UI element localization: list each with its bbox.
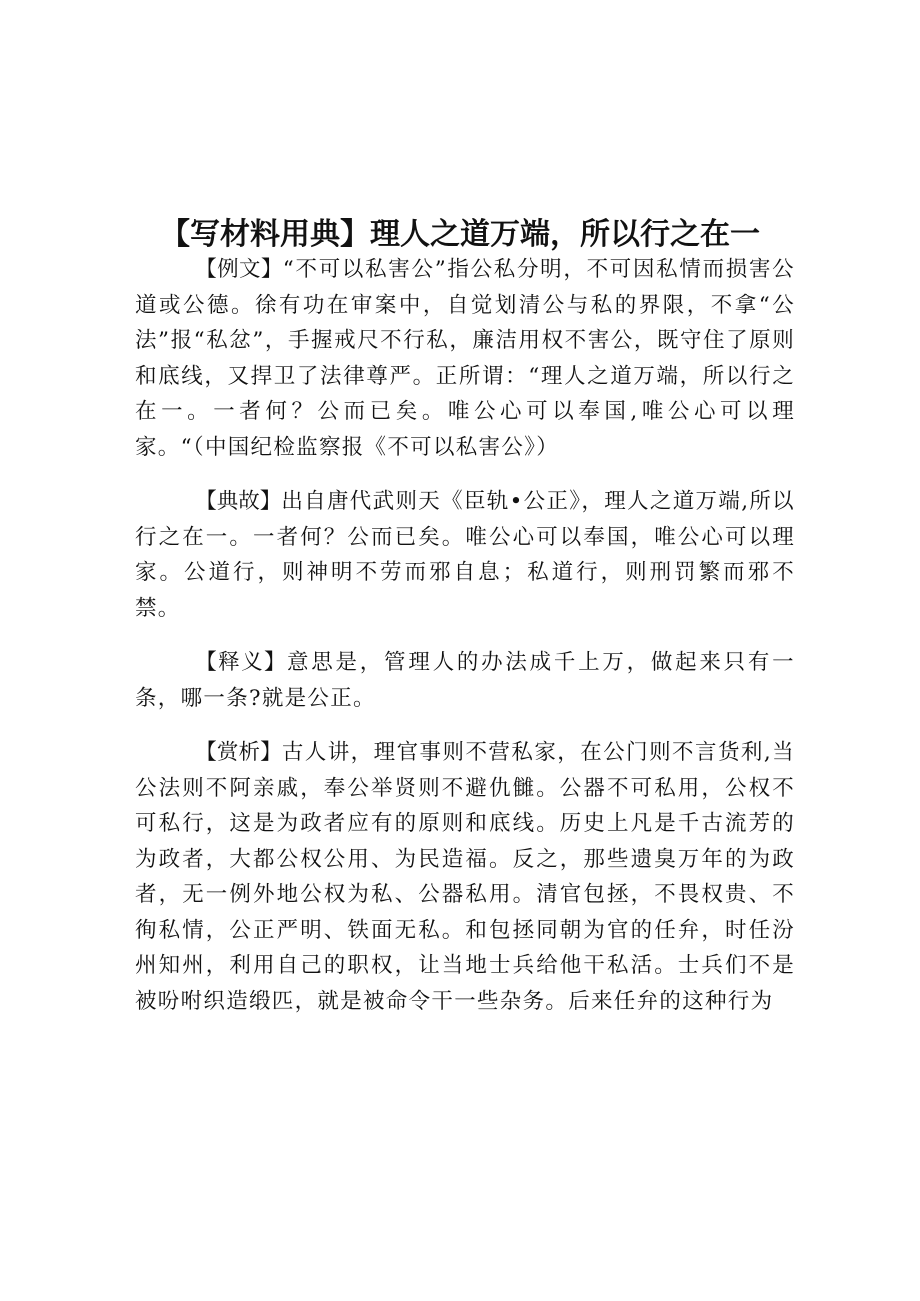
paragraph-tag: 【释义】: [195, 650, 288, 675]
paragraph-text: 意思是，管理人的办法成千上万，做起来只有一条，哪一条?就是公正。: [135, 650, 795, 711]
page-title: 【写材料用典】理人之道万端，所以行之在一: [160, 217, 760, 253]
paragraph-text: “不可以私害公”指公私分明，不可因私情而损害公道或公德。徐有功在审案中，自觉划清公与私的界限，不拿“公法”报“私忿”，手握戒尺不行私，廉洁用权不害公，既守住了原则和底线，又捍卫了法律尊严。正所谓：“理人之道万端，所以行之在一。一者何？公而已矣。唯公心可以奉国,唯公心可以理家。“（中国纪检监察报《不可以私害公》）: [135, 257, 795, 460]
paragraph-text: 古人讲，理官事则不营私家，在公门则不言货利,当公法则不阿亲戚，奉公举贤则不避仇雠。公器不可私用，公权不可私行，这是为政者应有的原则和底线。历史上凡是千古流芳的为政者，大都公权公用、为民造福。反之，那些遗臭万年的为政者，无一例外地公权为私、公器私用。清官包拯，不畏权贵、不徇私情，公正严明、铁面无私。和包拯同朝为官的任弁，时任汾州知州，利用自己的职权，让当地士兵给他干私活。士兵们不是被吩咐织造缎匹，就是被命令干一些杂务。后来任弁的这种行为: [135, 740, 795, 1014]
paragraph-tag: 【赏析】: [195, 740, 282, 765]
article-body: [135, 252, 795, 1038]
paragraph-text: 出自唐代武则天《臣轨•公正》，理人之道万端,所以行之在一。一者何？公而已矣。唯公心可以奉国，唯公心可以理家。公道行，则神明不劳而邪自息；私道行，则刑罚繁而邪不禁。: [135, 489, 795, 621]
paragraph-tag: 【典故】: [195, 489, 282, 514]
paragraph-source: [135, 484, 795, 626]
paragraph-analysis: [135, 735, 795, 1019]
paragraph-meaning: [135, 645, 795, 716]
paragraph-example: [135, 252, 795, 465]
paragraph-tag: 【例文】: [195, 257, 283, 282]
